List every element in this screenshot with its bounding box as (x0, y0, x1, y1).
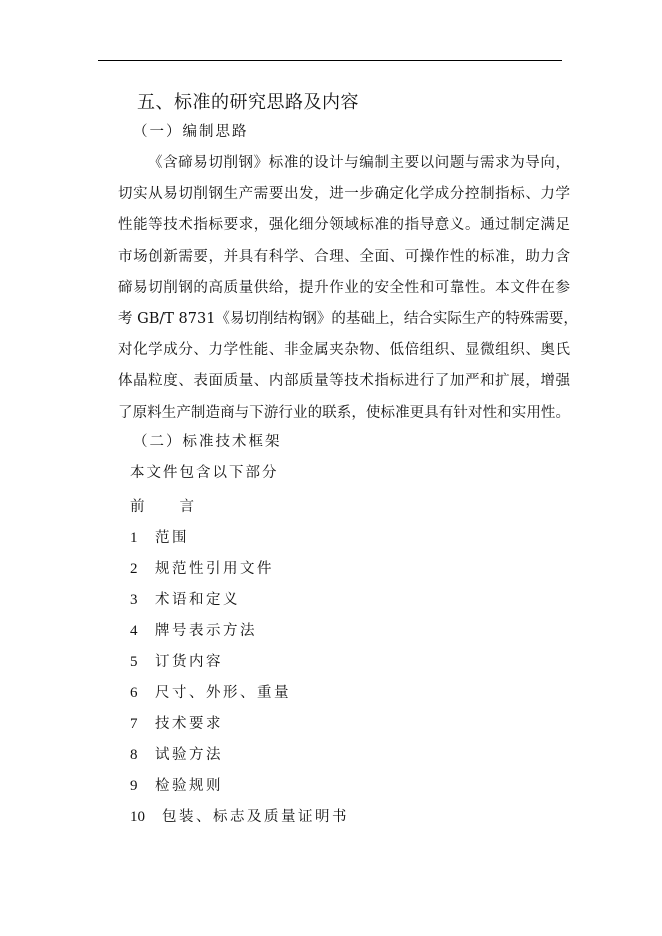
toc-item (130, 678, 349, 709)
toc-item (130, 523, 349, 554)
toc-item-label: 试验方法 (155, 747, 223, 763)
paragraph-line: 体晶粒度、表面质量、内部质量等技术指标进行了加严和扩展，增强 (118, 373, 570, 390)
paragraph-line: 切实从易切削钢生产需要出发，进一步确定化学成分控制指标、力学 (118, 186, 570, 203)
paragraph-line: 市场创新需要，并具有科学、合理、全面、可操作性的标准，助力含 (118, 248, 570, 265)
toc-item-label: 包装、标志及质量证明书 (162, 809, 349, 825)
toc-item-number: 3 (130, 592, 138, 608)
toc-item-number: 10 (130, 809, 145, 825)
paragraph-line: 考 GB/T 8731《易切削结构钢》的基础上，结合实际生产的特殊需要， (118, 310, 578, 327)
toc-item-label: 尺寸、外形、重量 (155, 685, 291, 701)
toc-item-number: 5 (130, 654, 138, 670)
toc-item (130, 771, 349, 802)
table-of-contents (130, 492, 349, 833)
toc-item-number: 4 (130, 623, 138, 639)
toc-item (130, 709, 349, 740)
toc-item (130, 802, 349, 833)
toc-item (130, 585, 349, 616)
header-rule (98, 60, 562, 61)
toc-item-number: 9 (130, 778, 138, 794)
paragraph-line: 《含碲易切削钢》标准的设计与编制主要以问题与需求为导向， (148, 155, 570, 171)
toc-item-number: 6 (130, 685, 138, 701)
paragraph-line: 性能等技术指标要求，强化细分领域标准的指导意义。通过制定满足 (118, 217, 570, 234)
toc-item-number: 2 (130, 561, 138, 577)
toc-item-label: 技术要求 (155, 716, 223, 732)
preface-char-2: 言 (179, 499, 194, 515)
toc-item-label: 规范性引用文件 (155, 561, 274, 577)
subsection-2-title: （二）标准技术框架 (133, 434, 282, 450)
toc-item (130, 647, 349, 678)
toc-item (130, 554, 349, 585)
toc-item (130, 616, 349, 647)
paragraph-line: 了原料生产制造商与下游行业的联系，使标准更具有针对性和实用性。 (118, 404, 570, 421)
toc-item-number: 1 (130, 530, 138, 546)
subsection-1-title: （一）编制思路 (133, 124, 249, 140)
compilation-approach-paragraph (118, 148, 578, 429)
section-title: 五、标准的研究思路及内容 (137, 92, 359, 113)
toc-item-label: 检验规则 (155, 778, 223, 794)
toc-item-label: 牌号表示方法 (155, 623, 257, 639)
toc-item-label: 范围 (155, 530, 189, 546)
toc-item-preface (130, 492, 349, 523)
toc-intro: 本文件包含以下部分 (130, 465, 279, 481)
paragraph-line: 碲易切削钢的高质量供给，提升作业的安全性和可靠性。本文件在参 (118, 279, 570, 296)
toc-item-number: 8 (130, 747, 138, 763)
toc-item-label: 订货内容 (155, 654, 223, 670)
toc-item-label: 术语和定义 (155, 592, 240, 608)
paragraph-line: 对化学成分、力学性能、非金属夹杂物、低倍组织、显微组织、奥氏 (118, 342, 570, 359)
preface-char-1: 前 (130, 499, 145, 515)
toc-item (130, 740, 349, 771)
toc-item-number: 7 (130, 716, 138, 732)
